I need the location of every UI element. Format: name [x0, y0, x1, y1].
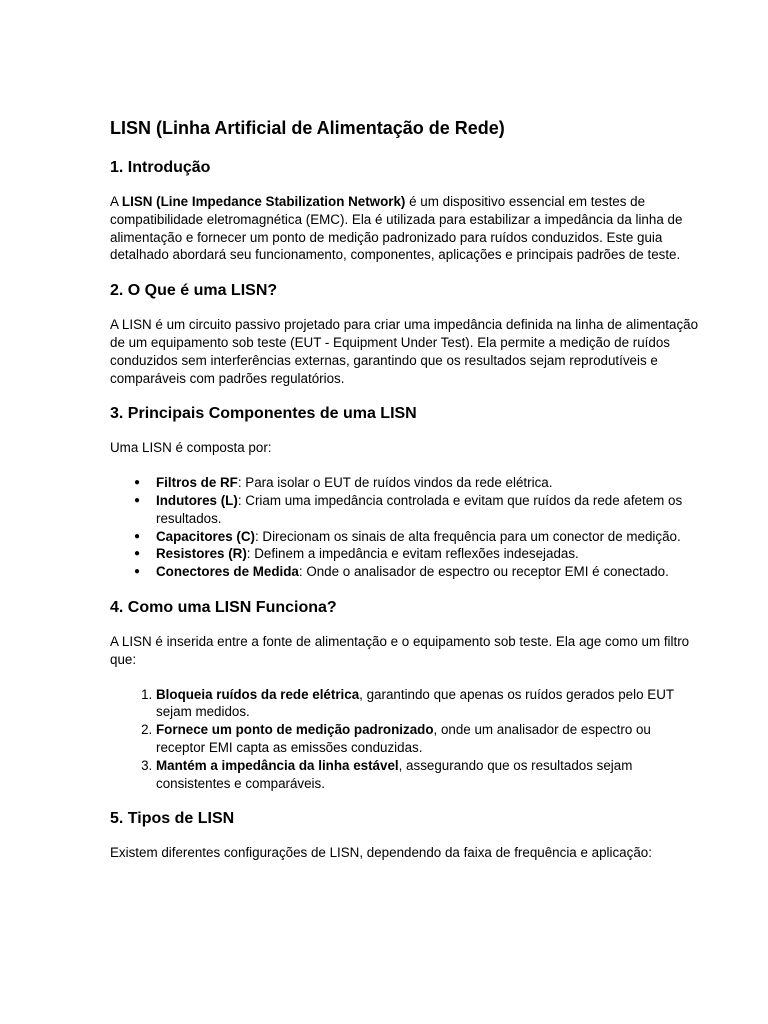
- list-item-text: : Onde o analisador de espectro ou receptor EMI é conectado.: [298, 564, 669, 580]
- list-item-text: , assegurando que os resultados sejam consistentes e comparáveis.: [156, 757, 633, 791]
- list-item-text: , garantindo que apenas os ruídos gerados pelo EUT sejam medidos.: [156, 686, 674, 720]
- list-item: [156, 721, 700, 757]
- list-item: [156, 545, 700, 563]
- bold-term: Resistores (R): [156, 546, 247, 562]
- section-heading-funcionamento: 4. Como uma LISN Funciona?: [110, 598, 337, 616]
- bold-term: Capacitores (C): [156, 528, 255, 544]
- section-paragraph-o-que-e: A LISN é um circuito passivo projetado para criar uma impedância definida na linha de alimentação de um equipamento sob teste (EUT - Equipment Under Test). Ela permite a medição de ruídos conduzidos sem interferências externas, garantindo que os resultados sejam reprodutíveis e comparáveis com padrões regulatórios.: [110, 317, 699, 386]
- section-intro-funcionamento: A LISN é inserida entre a fonte de alimentação e o equipamento sob teste. Ela age como um filtro que:: [110, 633, 690, 667]
- list-item: [156, 686, 700, 722]
- text-run: A: [110, 194, 122, 209]
- list-item: [156, 563, 700, 581]
- section-paragraph-tipos: Existem diferentes configurações de LISN, dependendo da faixa de frequência e aplicação:: [110, 845, 652, 861]
- function-numbered-list: [110, 686, 700, 793]
- section-heading-o-que-e: 2. O Que é uma LISN?: [110, 282, 278, 300]
- list-item-text: : Direcionam os sinais de alta frequência para um conector de medição.: [254, 528, 681, 544]
- section-intro-componentes: Uma LISN é composta por:: [110, 440, 272, 456]
- list-item-text: : Definem a impedância e evitam reflexões indesejadas.: [246, 546, 579, 562]
- list-item: [156, 474, 700, 492]
- list-item: [156, 492, 700, 528]
- document-page: [110, 117, 700, 879]
- bold-term: Mantém a impedância da linha estável: [156, 757, 399, 773]
- section-heading-componentes: 3. Principais Componentes de uma LISN: [110, 405, 417, 423]
- bold-term: Indutores (L): [156, 492, 238, 508]
- list-item: [156, 757, 700, 793]
- section-paragraph-introducao: [110, 193, 700, 264]
- document-title: LISN (Linha Artificial de Alimentação de Rede): [110, 118, 505, 138]
- bold-term: Conectores de Medida: [156, 564, 299, 580]
- bold-term: Filtros de RF: [156, 475, 238, 491]
- bold-term: Bloqueia ruídos da rede elétrica: [156, 686, 360, 702]
- list-item-text: : Para isolar o EUT de ruídos vindos da rede elétrica.: [237, 475, 553, 491]
- bold-term: LISN (Line Impedance Stabilization Network): [121, 194, 406, 209]
- list-item-text: : Criam uma impedância controlada e evitam que ruídos da rede afetem os resultados.: [156, 492, 683, 526]
- list-item-text: , onde um analisador de espectro ou receptor EMI capta as emissões conduzidas.: [156, 722, 651, 755]
- bold-term: Fornece um ponto de medição padronizado: [156, 722, 434, 738]
- components-bullet-list: [110, 474, 700, 581]
- section-heading-tipos: 5. Tipos de LISN: [110, 810, 235, 828]
- list-item: [156, 528, 700, 546]
- text-run: é um dispositivo essencial em testes de compatibilidade eletromagnética (EMC). Ela é utilizada para estabilizar a impedância da linha de alimentação e fornecer um ponto de medição padronizado para ruídos conduzidos. Este guia detalhado abordará seu funcionamento, componentes, aplicações e principais padrões de teste.: [110, 194, 683, 263]
- section-heading-introducao: 1. Introdução: [110, 159, 211, 176]
